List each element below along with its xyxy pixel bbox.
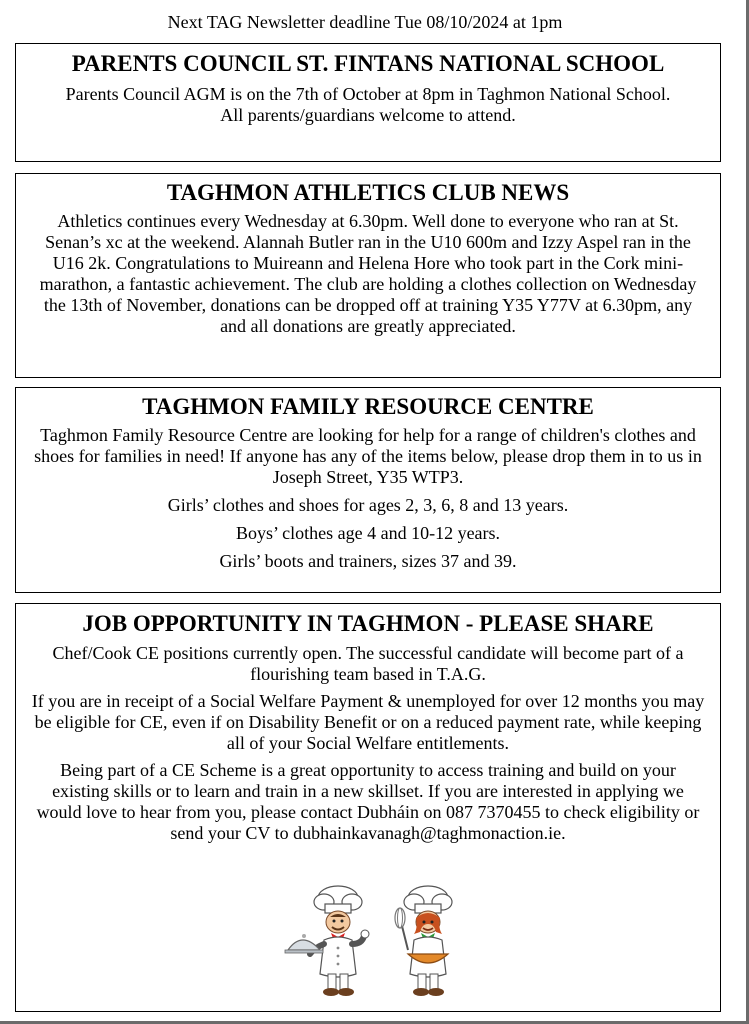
family-resource-item-girls-boots: Girls’ boots and trainers, sizes 37 and 39. <box>219 551 517 571</box>
athletics-club-box <box>15 173 721 378</box>
parents-council-box <box>15 43 721 162</box>
family-resource-title: TAGHMON FAMILY RESOURCE CENTRE <box>142 394 594 419</box>
job-opportunity-positions: Chef/Cook CE positions currently open. The successful candidate will become part of a flourishing team based in T.A.G. <box>52 643 684 684</box>
newsletter-deadline: Next TAG Newsletter deadline Tue 08/10/2024 at 1pm <box>167 12 563 32</box>
job-opportunity-eligibility: If you are in receipt of a Social Welfare Payment & unemployed for over 12 months you may be eligible for CE, even if on Disability Benefit or on a reduced payment rate, while keeping all of your Social Welfare entitlements. <box>31 691 705 753</box>
parents-council-agm-text: Parents Council AGM is on the 7th of October at 8pm in Taghmon National School. <box>65 84 671 104</box>
job-opportunity-title: JOB OPPORTUNITY IN TAGHMON - PLEASE SHARE <box>82 611 654 636</box>
chefs-illustration-icon <box>276 884 496 1002</box>
family-resource-box <box>15 387 721 593</box>
family-resource-item-girls-clothes: Girls’ clothes and shoes for ages 2, 3, 6, 8 and 13 years. <box>167 495 569 515</box>
job-opportunity-contact: Being part of a CE Scheme is a great opportunity to access training and build on your existing skills or to learn and train in a new skillset. If you are interested in applying we would love to hear from you, please contact Dubháin on 087 7370455 to check eligibility or send your CV to dubhainkavanagh@taghmonaction.ie. <box>36 760 700 843</box>
family-resource-item-boys-clothes: Boys’ clothes age 4 and 10-12 years. <box>235 523 501 543</box>
athletics-club-title: TAGHMON ATHLETICS CLUB NEWS <box>166 180 570 205</box>
family-resource-intro: Taghmon Family Resource Centre are looking for help for a range of children's clothes and shoes for families in need! If anyone has any of the items below, please drop them in to us in Joseph Street, Y35 WTP3. <box>34 425 702 487</box>
parents-council-welcome-text: All parents/guardians welcome to attend. <box>220 105 516 125</box>
athletics-club-body: Athletics continues every Wednesday at 6.30pm. Well done to everyone who ran at St. Senan’s xc at the weekend. Alannah Butler ran in the U10 600m and Izzy Aspel ran in the U16 2k. Congratulations to Muireann and Helena Hore who took part in the Cork mini-marathon, a fantastic achievement. The club are holding a clothes collection on Wednesday the 13th of November, donations can be dropped off at training Y35 Y77V at 6.30pm, any and all donations are greatly appreciated. <box>39 211 697 336</box>
chef-with-whisk-icon <box>395 886 452 996</box>
parents-council-title: PARENTS COUNCIL ST. FINTANS NATIONAL SCHOOL <box>71 51 665 76</box>
job-opportunity-box <box>15 603 721 1012</box>
chef-with-cloche-icon <box>285 886 369 996</box>
